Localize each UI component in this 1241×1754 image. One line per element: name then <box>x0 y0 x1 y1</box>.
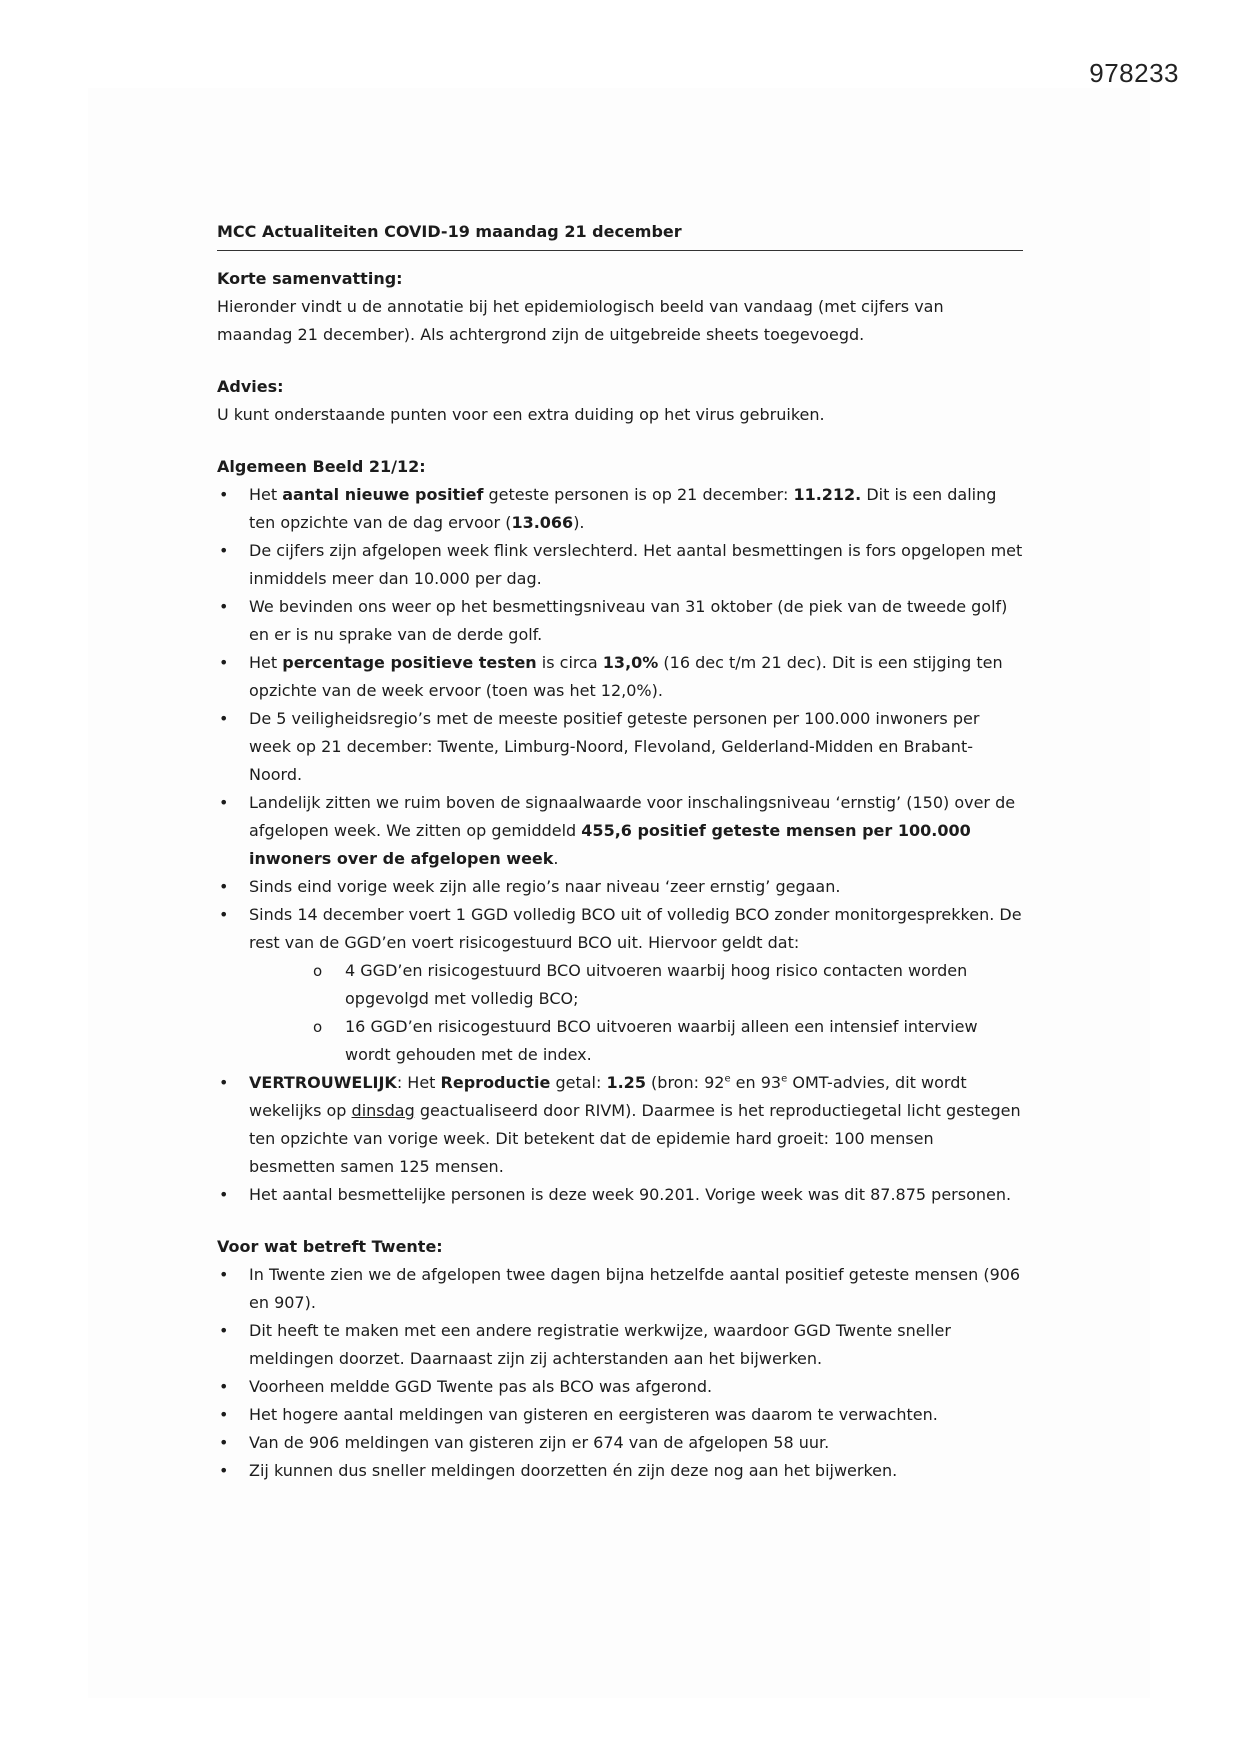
memo-title: MCC Actualiteiten COVID-19 maandag 21 december <box>217 218 1023 251</box>
list-item: • Het aantal besmettelijke personen is deze week 90.201. Vorige week was dit 87.875 personen. <box>217 1181 1023 1209</box>
general-bullet-list <box>217 481 1023 1209</box>
sub-list-item: o 4 GGD’en risicogestuurd BCO uitvoeren waarbij hoog risico contacten worden opgevolgd met volledig BCO; <box>249 957 1023 1013</box>
list-item: • Voorheen meldde GGD Twente pas als BCO was afgerond. <box>217 1373 1023 1401</box>
summary-heading: Korte samenvatting: <box>217 269 403 288</box>
list-item: • Het hogere aantal meldingen van gisteren en eergisteren was daarom te verwachten. <box>217 1401 1023 1429</box>
list-item: • Sinds 14 december voert 1 GGD volledig BCO uit of volledig BCO zonder monitorgesprekken. De rest van de GGD’en voert risicogestuurd BCO uit. Hiervoor geldt dat: o 4 GGD’en risicogestuurd BCO uitvoeren waarbij hoog risico contacten worden opgevolgd met volledig BCO; o 16 GGD’en risicogestuurd BCO uitvoeren waarbij alleen een intensief interview wordt gehouden met de index. <box>217 901 1023 1069</box>
list-item: • Het aantal nieuwe positief geteste personen is op 21 december: 11.212. Dit is een daling ten opzichte van de dag ervoor (13.066). <box>217 481 1023 537</box>
list-item: • Landelijk zitten we ruim boven de signaalwaarde voor inschalingsniveau ‘ernstig’ (150) over de afgelopen week. We zitten op gemiddeld 455,6 positief geteste mensen per 100.000 inwoners over de afgelopen week. <box>217 789 1023 873</box>
list-item: • Van de 906 meldingen van gisteren zijn er 674 van de afgelopen 58 uur. <box>217 1429 1023 1457</box>
list-item: • Dit heeft te maken met een andere registratie werkwijze, waardoor GGD Twente sneller meldingen doorzet. Daarnaast zijn zij achterstanden aan het bijwerken. <box>217 1317 1023 1373</box>
memo-body <box>217 218 1023 1509</box>
list-item: • We bevinden ons weer op het besmettingsniveau van 31 oktober (de piek van de tweede golf) en er is nu sprake van de derde golf. <box>217 593 1023 649</box>
document-number: 978233 <box>1089 58 1179 88</box>
twente-heading: Voor wat betreft Twente: <box>217 1237 443 1256</box>
list-item: • De 5 veiligheidsregio’s met de meeste positief geteste personen per 100.000 inwoners per week op 21 december: Twente, Limburg-Noord, Flevoland, Gelderland-Midden en Brabant-Noord. <box>217 705 1023 789</box>
twente-bullet-list <box>217 1261 1023 1485</box>
bco-sub-list <box>249 957 1023 1069</box>
general-heading: Algemeen Beeld 21/12: <box>217 457 426 476</box>
advice-text: U kunt onderstaande punten voor een extra duiding op het virus gebruiken. <box>217 405 825 424</box>
list-item: • VERTROUWELIJK: Het Reproductie getal: 1.25 (bron: 92e en 93e OMT-advies, dit wordt wekelijks op dinsdag geactualiseerd door RIVM). Daarmee is het reproductiegetal licht gestegen ten opzichte van vorige week. Dit betekent dat de epidemie hard groeit: 100 mensen besmetten samen 125 mensen. <box>217 1069 1023 1181</box>
list-item: • In Twente zien we de afgelopen twee dagen bijna hetzelfde aantal positief geteste mensen (906 en 907). <box>217 1261 1023 1317</box>
list-item: • De cijfers zijn afgelopen week flink verslechterd. Het aantal besmettingen is fors opgelopen met inmiddels meer dan 10.000 per dag. <box>217 537 1023 593</box>
advice-heading: Advies: <box>217 377 284 396</box>
list-item: • Het percentage positieve testen is circa 13,0% (16 dec t/m 21 dec). Dit is een stijging ten opzichte van de week ervoor (toen was het 12,0%). <box>217 649 1023 705</box>
sub-list-item: o 16 GGD’en risicogestuurd BCO uitvoeren waarbij alleen een intensief interview wordt gehouden met de index. <box>249 1013 1023 1069</box>
list-item: • Zij kunnen dus sneller meldingen doorzetten én zijn deze nog aan het bijwerken. <box>217 1457 1023 1485</box>
summary-text: Hieronder vindt u de annotatie bij het epidemiologisch beeld van vandaag (met cijfers van maandag 21 december). Als achtergrond zijn de uitgebreide sheets toegevoegd. <box>217 297 944 344</box>
list-item: • Sinds eind vorige week zijn alle regio’s naar niveau ‘zeer ernstig’ gegaan. <box>217 873 1023 901</box>
